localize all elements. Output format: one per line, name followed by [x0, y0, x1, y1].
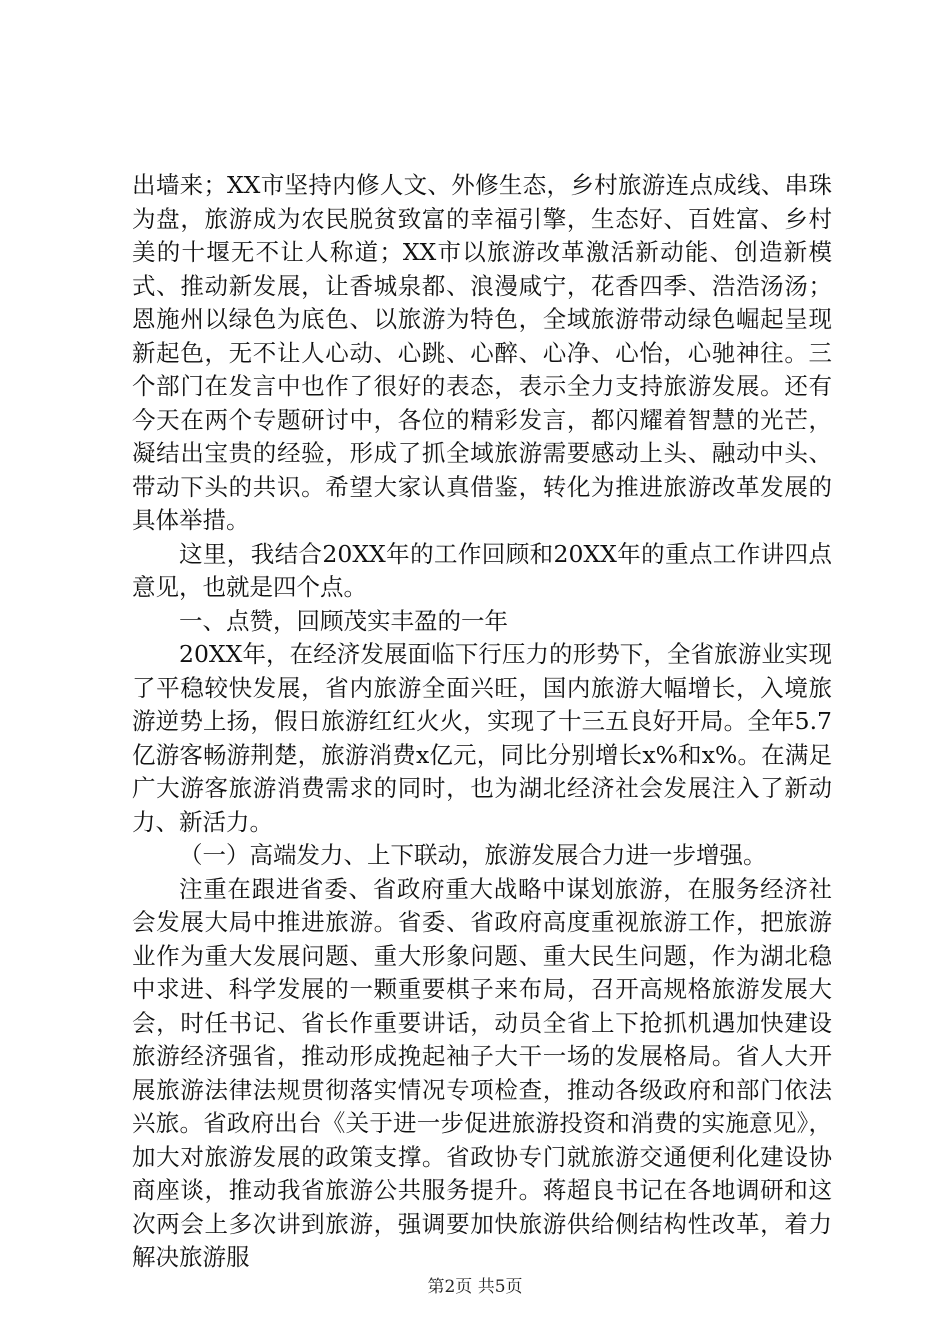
subsection-heading-1: （一）高端发力、上下联动，旅游发展合力进一步增强。	[179, 841, 767, 869]
document-body	[132, 169, 832, 1275]
page-number-footer: 第2页 共5页	[427, 1277, 523, 1297]
section-heading-1: 一、点赞，回顾茂实丰盈的一年	[179, 606, 508, 635]
paragraph-intro-points: 这里，我结合20XX年的工作回顾和20XX年的重点工作讲四点意见，也就是四个点。	[132, 539, 832, 601]
paragraph-strategy: 注重在跟进省委、省政府重大战略中谋划旅游，在服务经济社会发展大局中推进旅游。省委、省政府高度重视旅游工作，把旅游业作为重大发展问题、重大形象问题、重大民生问题，作为湖北稳中求进、科学发展的一颗重要棋子来布局，召开高规格旅游发展大会，时任书记、省长作重要讲话，动员全省上下抢抓机遇加快建设旅游经济强省，推动形成挽起袖子大干一场的发展格局。省人大开展旅游法律法规贯彻落实情况专项检查，推动各级政府和部门依法兴旅。省政府出台《关于进一步促进旅游投资和消费的实施意见》，加大对旅游发展的政策支撑。省政协专门就旅游交通便利化建设协商座谈，推动我省旅游公共服务提升。蒋超良书记在各地调研和这次两会上多次讲到旅游，强调要加快旅游供给侧结构性改革，着力解决旅游服	[132, 874, 832, 1271]
paragraph-continuation: 出墙来；XX市坚持内修人文、外修生态，乡村旅游连点成线、串珠为盘，旅游成为农民脱贫致富的幸福引擎，生态好、百姓富、乡村美的十堰无不让人称道；XX市以旅游改革激活新动能、创造新模式、推动新发展，让香城泉都、浪漫咸宁，花香四季、浩浩汤汤；恩施州以绿色为底色、以旅游为特色，全域旅游带动绿色崛起呈现新起色，无不让人心动、心跳、心醉、心净、心怡，心驰神往。三个部门在发言中也作了很好的表态，表示全力支持旅游发展。还有今天在两个专题研讨中，各位的精彩发言，都闪耀着智慧的光芒，凝结出宝贵的经验，形成了抓全域旅游需要感动上头、融动中头、带动下头的共识。希望大家认真借鉴，转化为推进旅游改革发展的具体举措。	[132, 171, 832, 534]
paragraph-year-review: 20XX年，在经济发展面临下行压力的形势下，全省旅游业实现了平稳较快发展，省内旅游全面兴旺，国内旅游大幅增长，入境旅游逆势上扬，假日旅游红红火火，实现了十三五良好开局。全年5.7亿游客畅游荆楚，旅游消费x亿元，同比分别增长x%和x%。在满足广大游客旅游消费需求的同时，也为湖北经济社会发展注入了新动力、新活力。	[132, 640, 832, 836]
